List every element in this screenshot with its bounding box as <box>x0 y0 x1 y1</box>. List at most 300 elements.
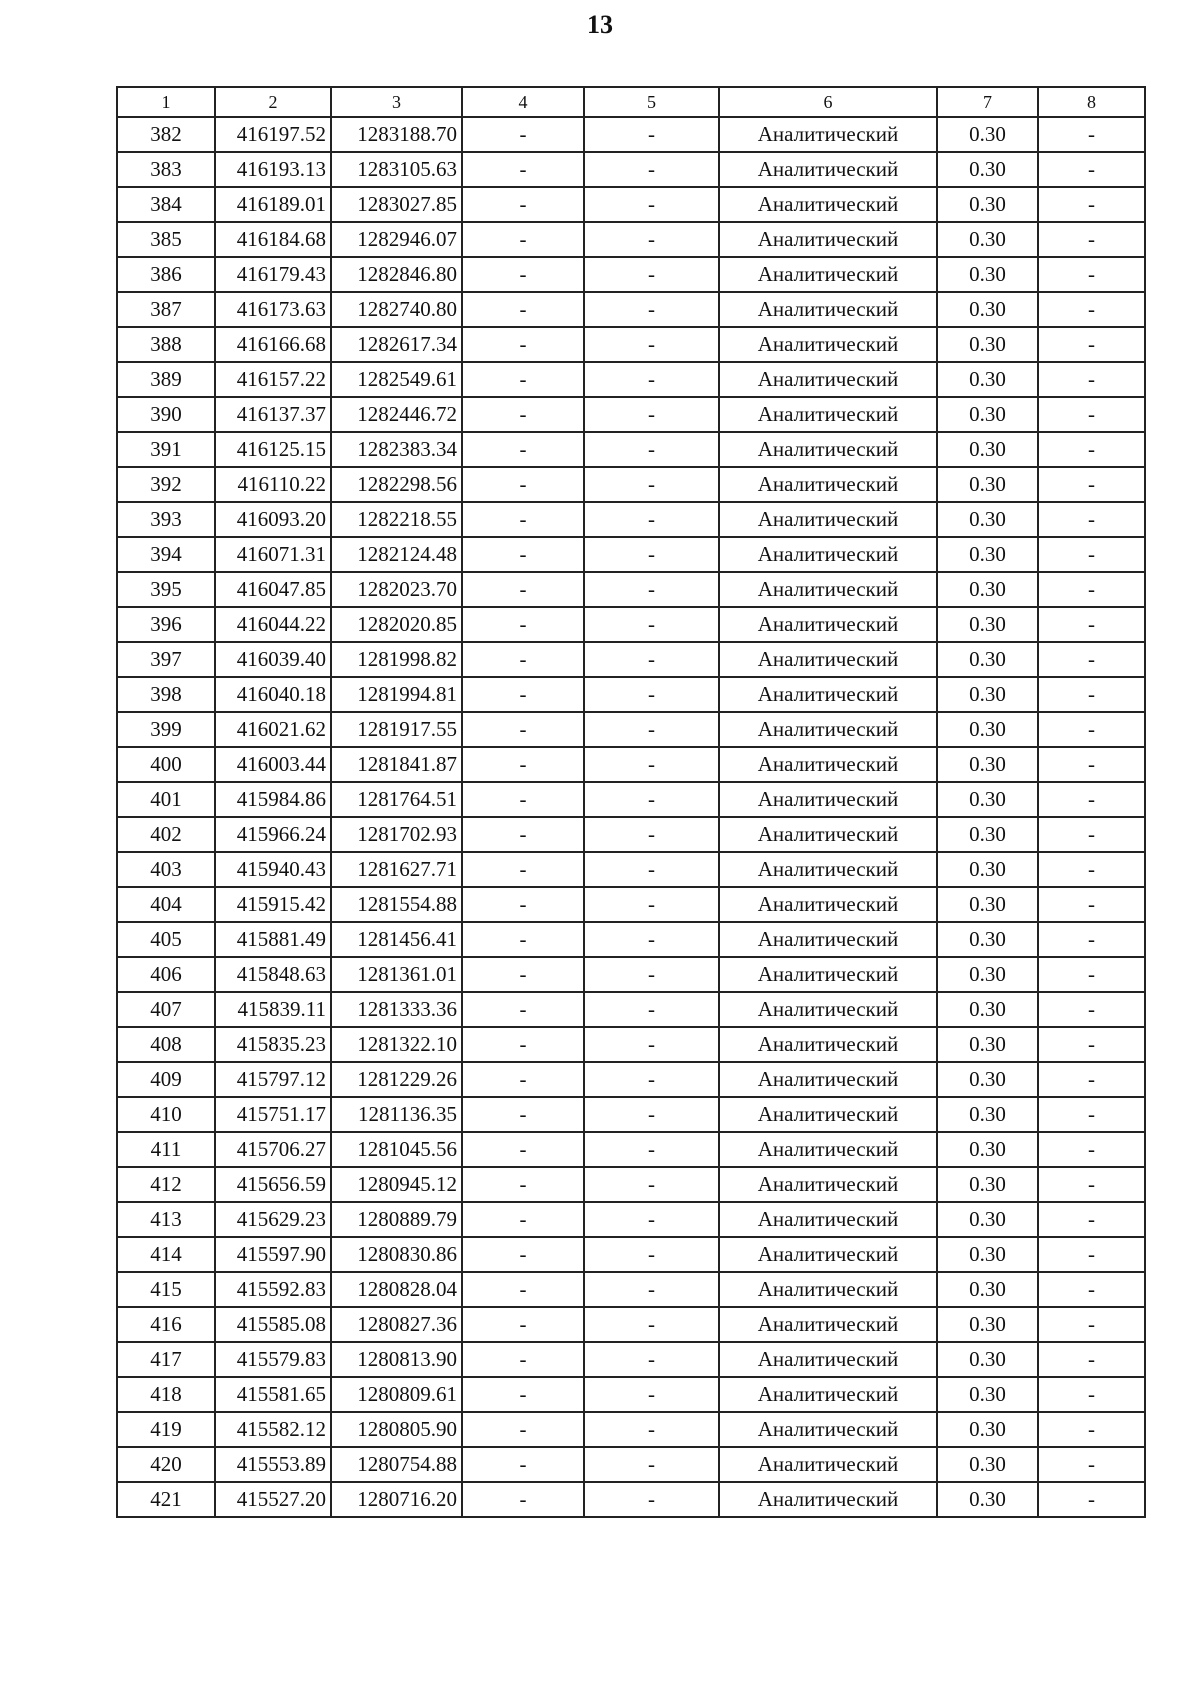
col-5-cell: - <box>584 187 719 222</box>
method-cell: Аналитический <box>719 327 937 362</box>
method-cell: Аналитический <box>719 852 937 887</box>
method-cell: Аналитический <box>719 537 937 572</box>
x-coordinate-cell: 415966.24 <box>215 817 331 852</box>
method-cell: Аналитический <box>719 1307 937 1342</box>
col-8-cell: - <box>1038 1132 1145 1167</box>
table-row <box>117 1202 1145 1237</box>
y-coordinate-cell: 1282846.80 <box>331 257 462 292</box>
y-coordinate-cell: 1280716.20 <box>331 1482 462 1517</box>
accuracy-cell: 0.30 <box>937 1097 1038 1132</box>
method-cell: Аналитический <box>719 957 937 992</box>
method-cell: Аналитический <box>719 1377 937 1412</box>
col-4-cell: - <box>462 292 584 327</box>
y-coordinate-cell: 1280827.36 <box>331 1307 462 1342</box>
x-coordinate-cell: 416039.40 <box>215 642 331 677</box>
point-number-cell: 410 <box>117 1097 215 1132</box>
x-coordinate-cell: 416044.22 <box>215 607 331 642</box>
y-coordinate-cell: 1282549.61 <box>331 362 462 397</box>
x-coordinate-cell: 416193.13 <box>215 152 331 187</box>
col-5-cell: - <box>584 1167 719 1202</box>
col-4-cell: - <box>462 537 584 572</box>
col-4-cell: - <box>462 1237 584 1272</box>
table-row <box>117 957 1145 992</box>
point-number-cell: 395 <box>117 572 215 607</box>
accuracy-cell: 0.30 <box>937 467 1038 502</box>
point-number-cell: 397 <box>117 642 215 677</box>
col-8-cell: - <box>1038 572 1145 607</box>
accuracy-cell: 0.30 <box>937 257 1038 292</box>
method-cell: Аналитический <box>719 1202 937 1237</box>
col-4-cell: - <box>462 607 584 642</box>
table-row <box>117 1272 1145 1307</box>
accuracy-cell: 0.30 <box>937 292 1038 327</box>
accuracy-cell: 0.30 <box>937 1237 1038 1272</box>
y-coordinate-cell: 1280889.79 <box>331 1202 462 1237</box>
col-8-cell: - <box>1038 1377 1145 1412</box>
column-header-1: 1 <box>117 87 215 117</box>
y-coordinate-cell: 1280809.61 <box>331 1377 462 1412</box>
table-body <box>117 117 1145 1517</box>
y-coordinate-cell: 1280813.90 <box>331 1342 462 1377</box>
accuracy-cell: 0.30 <box>937 887 1038 922</box>
table-row <box>117 1412 1145 1447</box>
table-row <box>117 817 1145 852</box>
col-8-cell: - <box>1038 502 1145 537</box>
table-row <box>117 1132 1145 1167</box>
col-5-cell: - <box>584 1272 719 1307</box>
table-row <box>117 922 1145 957</box>
x-coordinate-cell: 415585.08 <box>215 1307 331 1342</box>
point-number-cell: 383 <box>117 152 215 187</box>
y-coordinate-cell: 1282740.80 <box>331 292 462 327</box>
col-5-cell: - <box>584 222 719 257</box>
col-8-cell: - <box>1038 1097 1145 1132</box>
table-row <box>117 782 1145 817</box>
method-cell: Аналитический <box>719 502 937 537</box>
point-number-cell: 416 <box>117 1307 215 1342</box>
col-4-cell: - <box>462 187 584 222</box>
table-row <box>117 1377 1145 1412</box>
x-coordinate-cell: 416157.22 <box>215 362 331 397</box>
y-coordinate-cell: 1281627.71 <box>331 852 462 887</box>
col-8-cell: - <box>1038 957 1145 992</box>
col-4-cell: - <box>462 1202 584 1237</box>
col-8-cell: - <box>1038 712 1145 747</box>
table-row <box>117 1062 1145 1097</box>
x-coordinate-cell: 416184.68 <box>215 222 331 257</box>
method-cell: Аналитический <box>719 992 937 1027</box>
accuracy-cell: 0.30 <box>937 817 1038 852</box>
col-8-cell: - <box>1038 852 1145 887</box>
col-8-cell: - <box>1038 677 1145 712</box>
accuracy-cell: 0.30 <box>937 117 1038 152</box>
point-number-cell: 406 <box>117 957 215 992</box>
point-number-cell: 393 <box>117 502 215 537</box>
x-coordinate-cell: 415581.65 <box>215 1377 331 1412</box>
point-number-cell: 409 <box>117 1062 215 1097</box>
col-8-cell: - <box>1038 1237 1145 1272</box>
col-8-cell: - <box>1038 642 1145 677</box>
y-coordinate-cell: 1280805.90 <box>331 1412 462 1447</box>
accuracy-cell: 0.30 <box>937 432 1038 467</box>
method-cell: Аналитический <box>719 362 937 397</box>
col-4-cell: - <box>462 1027 584 1062</box>
method-cell: Аналитический <box>719 607 937 642</box>
method-cell: Аналитический <box>719 1272 937 1307</box>
x-coordinate-cell: 415629.23 <box>215 1202 331 1237</box>
accuracy-cell: 0.30 <box>937 1447 1038 1482</box>
method-cell: Аналитический <box>719 152 937 187</box>
col-5-cell: - <box>584 362 719 397</box>
col-8-cell: - <box>1038 817 1145 852</box>
table-row <box>117 257 1145 292</box>
x-coordinate-cell: 415915.42 <box>215 887 331 922</box>
point-number-cell: 382 <box>117 117 215 152</box>
table-row <box>117 1167 1145 1202</box>
method-cell: Аналитический <box>719 1097 937 1132</box>
point-number-cell: 389 <box>117 362 215 397</box>
column-header-3: 3 <box>331 87 462 117</box>
x-coordinate-cell: 415881.49 <box>215 922 331 957</box>
col-8-cell: - <box>1038 1167 1145 1202</box>
point-number-cell: 396 <box>117 607 215 642</box>
x-coordinate-cell: 416179.43 <box>215 257 331 292</box>
col-5-cell: - <box>584 292 719 327</box>
y-coordinate-cell: 1281994.81 <box>331 677 462 712</box>
table-row <box>117 537 1145 572</box>
table-row <box>117 292 1145 327</box>
point-number-cell: 386 <box>117 257 215 292</box>
point-number-cell: 385 <box>117 222 215 257</box>
col-8-cell: - <box>1038 222 1145 257</box>
point-number-cell: 417 <box>117 1342 215 1377</box>
table-row <box>117 677 1145 712</box>
table-row <box>117 1447 1145 1482</box>
table-row <box>117 1342 1145 1377</box>
col-4-cell: - <box>462 1307 584 1342</box>
table-row <box>117 992 1145 1027</box>
x-coordinate-cell: 415592.83 <box>215 1272 331 1307</box>
accuracy-cell: 0.30 <box>937 1027 1038 1062</box>
method-cell: Аналитический <box>719 782 937 817</box>
col-5-cell: - <box>584 782 719 817</box>
col-4-cell: - <box>462 992 584 1027</box>
col-8-cell: - <box>1038 432 1145 467</box>
method-cell: Аналитический <box>719 572 937 607</box>
accuracy-cell: 0.30 <box>937 852 1038 887</box>
col-4-cell: - <box>462 1447 584 1482</box>
col-4-cell: - <box>462 1132 584 1167</box>
y-coordinate-cell: 1282446.72 <box>331 397 462 432</box>
col-4-cell: - <box>462 957 584 992</box>
accuracy-cell: 0.30 <box>937 152 1038 187</box>
col-5-cell: - <box>584 817 719 852</box>
table-row <box>117 852 1145 887</box>
x-coordinate-cell: 416003.44 <box>215 747 331 782</box>
x-coordinate-cell: 415582.12 <box>215 1412 331 1447</box>
col-4-cell: - <box>462 677 584 712</box>
y-coordinate-cell: 1282218.55 <box>331 502 462 537</box>
col-8-cell: - <box>1038 1027 1145 1062</box>
column-header-2: 2 <box>215 87 331 117</box>
point-number-cell: 384 <box>117 187 215 222</box>
col-5-cell: - <box>584 152 719 187</box>
col-4-cell: - <box>462 1062 584 1097</box>
col-4-cell: - <box>462 1167 584 1202</box>
column-header-8: 8 <box>1038 87 1145 117</box>
point-number-cell: 387 <box>117 292 215 327</box>
col-5-cell: - <box>584 1342 719 1377</box>
y-coordinate-cell: 1282298.56 <box>331 467 462 502</box>
point-number-cell: 403 <box>117 852 215 887</box>
col-8-cell: - <box>1038 887 1145 922</box>
accuracy-cell: 0.30 <box>937 1062 1038 1097</box>
accuracy-cell: 0.30 <box>937 1377 1038 1412</box>
y-coordinate-cell: 1281998.82 <box>331 642 462 677</box>
table-row <box>117 1027 1145 1062</box>
method-cell: Аналитический <box>719 1482 937 1517</box>
col-8-cell: - <box>1038 292 1145 327</box>
page-number: 13 <box>587 10 613 39</box>
col-4-cell: - <box>462 467 584 502</box>
accuracy-cell: 0.30 <box>937 747 1038 782</box>
accuracy-cell: 0.30 <box>937 782 1038 817</box>
column-header-4: 4 <box>462 87 584 117</box>
col-4-cell: - <box>462 852 584 887</box>
col-8-cell: - <box>1038 1412 1145 1447</box>
method-cell: Аналитический <box>719 922 937 957</box>
table-header-row <box>117 87 1145 117</box>
col-8-cell: - <box>1038 327 1145 362</box>
col-4-cell: - <box>462 712 584 747</box>
col-8-cell: - <box>1038 1447 1145 1482</box>
col-4-cell: - <box>462 747 584 782</box>
col-5-cell: - <box>584 1097 719 1132</box>
accuracy-cell: 0.30 <box>937 1132 1038 1167</box>
col-5-cell: - <box>584 327 719 362</box>
col-8-cell: - <box>1038 992 1145 1027</box>
y-coordinate-cell: 1281764.51 <box>331 782 462 817</box>
accuracy-cell: 0.30 <box>937 187 1038 222</box>
x-coordinate-cell: 416125.15 <box>215 432 331 467</box>
accuracy-cell: 0.30 <box>937 1272 1038 1307</box>
accuracy-cell: 0.30 <box>937 327 1038 362</box>
col-4-cell: - <box>462 222 584 257</box>
accuracy-cell: 0.30 <box>937 922 1038 957</box>
point-number-cell: 402 <box>117 817 215 852</box>
accuracy-cell: 0.30 <box>937 1202 1038 1237</box>
x-coordinate-cell: 416040.18 <box>215 677 331 712</box>
x-coordinate-cell: 416166.68 <box>215 327 331 362</box>
method-cell: Аналитический <box>719 1027 937 1062</box>
table-row <box>117 1482 1145 1517</box>
col-4-cell: - <box>462 397 584 432</box>
point-number-cell: 419 <box>117 1412 215 1447</box>
col-8-cell: - <box>1038 187 1145 222</box>
accuracy-cell: 0.30 <box>937 537 1038 572</box>
point-number-cell: 413 <box>117 1202 215 1237</box>
col-8-cell: - <box>1038 1482 1145 1517</box>
col-8-cell: - <box>1038 1307 1145 1342</box>
y-coordinate-cell: 1280830.86 <box>331 1237 462 1272</box>
column-header-7: 7 <box>937 87 1038 117</box>
col-5-cell: - <box>584 1202 719 1237</box>
y-coordinate-cell: 1280945.12 <box>331 1167 462 1202</box>
col-4-cell: - <box>462 1097 584 1132</box>
table-row <box>117 712 1145 747</box>
x-coordinate-cell: 415579.83 <box>215 1342 331 1377</box>
table-row <box>117 222 1145 257</box>
method-cell: Аналитический <box>719 1167 937 1202</box>
col-4-cell: - <box>462 642 584 677</box>
col-4-cell: - <box>462 887 584 922</box>
point-number-cell: 411 <box>117 1132 215 1167</box>
col-5-cell: - <box>584 117 719 152</box>
col-5-cell: - <box>584 1482 719 1517</box>
col-4-cell: - <box>462 782 584 817</box>
col-8-cell: - <box>1038 747 1145 782</box>
col-5-cell: - <box>584 257 719 292</box>
col-8-cell: - <box>1038 257 1145 292</box>
table-row <box>117 502 1145 537</box>
col-5-cell: - <box>584 1447 719 1482</box>
col-8-cell: - <box>1038 362 1145 397</box>
col-4-cell: - <box>462 922 584 957</box>
method-cell: Аналитический <box>719 817 937 852</box>
method-cell: Аналитический <box>719 187 937 222</box>
x-coordinate-cell: 415553.89 <box>215 1447 331 1482</box>
y-coordinate-cell: 1281841.87 <box>331 747 462 782</box>
col-5-cell: - <box>584 537 719 572</box>
point-number-cell: 421 <box>117 1482 215 1517</box>
y-coordinate-cell: 1283188.70 <box>331 117 462 152</box>
table-row <box>117 1237 1145 1272</box>
x-coordinate-cell: 416021.62 <box>215 712 331 747</box>
col-8-cell: - <box>1038 607 1145 642</box>
point-number-cell: 400 <box>117 747 215 782</box>
col-4-cell: - <box>462 817 584 852</box>
col-4-cell: - <box>462 152 584 187</box>
method-cell: Аналитический <box>719 467 937 502</box>
y-coordinate-cell: 1281333.36 <box>331 992 462 1027</box>
accuracy-cell: 0.30 <box>937 502 1038 537</box>
method-cell: Аналитический <box>719 257 937 292</box>
x-coordinate-cell: 416197.52 <box>215 117 331 152</box>
table-row <box>117 572 1145 607</box>
x-coordinate-cell: 415940.43 <box>215 852 331 887</box>
accuracy-cell: 0.30 <box>937 992 1038 1027</box>
table-row <box>117 152 1145 187</box>
y-coordinate-cell: 1281322.10 <box>331 1027 462 1062</box>
col-4-cell: - <box>462 327 584 362</box>
point-number-cell: 394 <box>117 537 215 572</box>
point-number-cell: 418 <box>117 1377 215 1412</box>
col-5-cell: - <box>584 642 719 677</box>
col-8-cell: - <box>1038 1202 1145 1237</box>
point-number-cell: 388 <box>117 327 215 362</box>
col-8-cell: - <box>1038 922 1145 957</box>
column-header-6: 6 <box>719 87 937 117</box>
point-number-cell: 391 <box>117 432 215 467</box>
table-row <box>117 607 1145 642</box>
point-number-cell: 415 <box>117 1272 215 1307</box>
col-4-cell: - <box>462 1272 584 1307</box>
col-5-cell: - <box>584 1307 719 1342</box>
x-coordinate-cell: 415848.63 <box>215 957 331 992</box>
col-4-cell: - <box>462 257 584 292</box>
table-row <box>117 327 1145 362</box>
method-cell: Аналитический <box>719 1412 937 1447</box>
col-5-cell: - <box>584 957 719 992</box>
x-coordinate-cell: 415527.20 <box>215 1482 331 1517</box>
col-5-cell: - <box>584 467 719 502</box>
method-cell: Аналитический <box>719 642 937 677</box>
x-coordinate-cell: 415597.90 <box>215 1237 331 1272</box>
y-coordinate-cell: 1283105.63 <box>331 152 462 187</box>
method-cell: Аналитический <box>719 747 937 782</box>
col-5-cell: - <box>584 922 719 957</box>
method-cell: Аналитический <box>719 1062 937 1097</box>
col-5-cell: - <box>584 572 719 607</box>
column-header-5: 5 <box>584 87 719 117</box>
point-number-cell: 405 <box>117 922 215 957</box>
method-cell: Аналитический <box>719 1342 937 1377</box>
y-coordinate-cell: 1282020.85 <box>331 607 462 642</box>
y-coordinate-cell: 1281917.55 <box>331 712 462 747</box>
method-cell: Аналитический <box>719 887 937 922</box>
y-coordinate-cell: 1283027.85 <box>331 187 462 222</box>
accuracy-cell: 0.30 <box>937 222 1038 257</box>
x-coordinate-cell: 415984.86 <box>215 782 331 817</box>
method-cell: Аналитический <box>719 712 937 747</box>
col-5-cell: - <box>584 1027 719 1062</box>
method-cell: Аналитический <box>719 1447 937 1482</box>
col-5-cell: - <box>584 1377 719 1412</box>
point-number-cell: 404 <box>117 887 215 922</box>
x-coordinate-cell: 415706.27 <box>215 1132 331 1167</box>
point-number-cell: 401 <box>117 782 215 817</box>
x-coordinate-cell: 416093.20 <box>215 502 331 537</box>
x-coordinate-cell: 416137.37 <box>215 397 331 432</box>
accuracy-cell: 0.30 <box>937 1412 1038 1447</box>
col-8-cell: - <box>1038 1272 1145 1307</box>
accuracy-cell: 0.30 <box>937 607 1038 642</box>
x-coordinate-cell: 415839.11 <box>215 992 331 1027</box>
col-5-cell: - <box>584 712 719 747</box>
col-5-cell: - <box>584 1062 719 1097</box>
method-cell: Аналитический <box>719 432 937 467</box>
accuracy-cell: 0.30 <box>937 642 1038 677</box>
y-coordinate-cell: 1282124.48 <box>331 537 462 572</box>
table-row <box>117 1307 1145 1342</box>
x-coordinate-cell: 416071.31 <box>215 537 331 572</box>
y-coordinate-cell: 1281361.01 <box>331 957 462 992</box>
y-coordinate-cell: 1282946.07 <box>331 222 462 257</box>
point-number-cell: 398 <box>117 677 215 712</box>
y-coordinate-cell: 1281045.56 <box>331 1132 462 1167</box>
accuracy-cell: 0.30 <box>937 1167 1038 1202</box>
x-coordinate-cell: 415835.23 <box>215 1027 331 1062</box>
x-coordinate-cell: 416173.63 <box>215 292 331 327</box>
col-4-cell: - <box>462 1412 584 1447</box>
col-8-cell: - <box>1038 117 1145 152</box>
x-coordinate-cell: 415656.59 <box>215 1167 331 1202</box>
x-coordinate-cell: 415751.17 <box>215 1097 331 1132</box>
point-number-cell: 408 <box>117 1027 215 1062</box>
method-cell: Аналитический <box>719 222 937 257</box>
accuracy-cell: 0.30 <box>937 362 1038 397</box>
col-8-cell: - <box>1038 1342 1145 1377</box>
